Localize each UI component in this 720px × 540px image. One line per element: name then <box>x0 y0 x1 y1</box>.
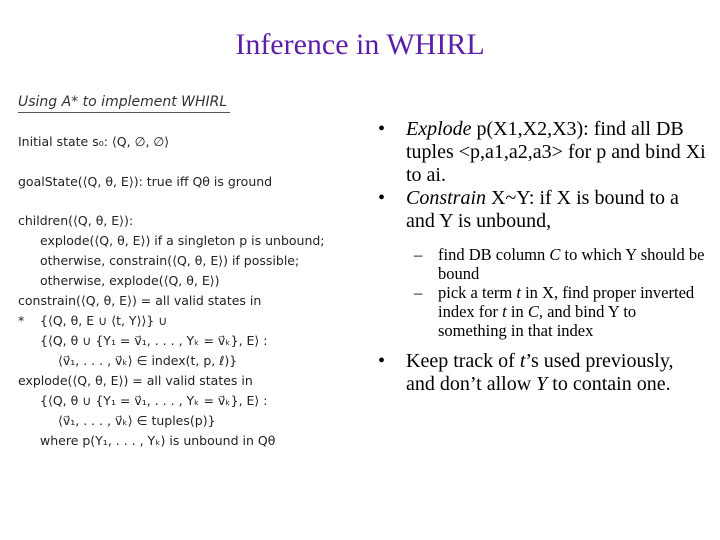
bullet-constrain-text: X~Y: if X is bound to a and Y is unbound, <box>406 187 679 232</box>
initial-state-line: Initial state s₀: ⟨Q, ∅, ∅⟩ <box>18 134 170 149</box>
constrain-def-line: constrain(⟨Q, θ, E⟩) = all valid states in <box>18 293 262 308</box>
children-constrain-line: otherwise, constrain(⟨Q, θ, E⟩) if possible; <box>40 253 300 268</box>
bullet-marker: • <box>378 350 386 372</box>
sub-bullet-marker: – <box>414 245 423 264</box>
explode-set-line-2: ⟨v⃗₁, . . . , v⃗ₖ⟩ ∈ tuples(p)} <box>58 413 216 428</box>
bullet-constrain <box>376 187 706 233</box>
sub-bullet-text: to which Y should be bound <box>438 245 705 283</box>
sub-bullet-em: C, <box>527 302 543 321</box>
bullet-marker: • <box>378 118 386 140</box>
star-marker: * <box>18 313 25 328</box>
children-explode-line: explode(⟨Q, θ, E⟩) if a singleton p is unbound; <box>40 233 325 248</box>
bullet-keep-track-text: to contain one. <box>547 373 671 395</box>
explode-where-line: where p(Y₁, . . . , Yₖ) is unbound in Qθ <box>40 433 276 448</box>
bullet-explode <box>376 118 706 187</box>
bullet-explode-term: Explode <box>406 118 472 140</box>
bullet-keep-track-text: ’s used previously, and don’t allow <box>406 350 674 395</box>
explode-set-line-1: {⟨Q, θ ∪ {Y₁ = v⃗₁, . . . , Yₖ = v⃗ₖ}, E⟩ : <box>40 393 268 408</box>
sub-bullet-text: find DB column <box>438 245 550 264</box>
sub-bullet-em: t <box>516 283 521 302</box>
sub-bullet-text: in X, find proper inverted index for <box>438 283 695 321</box>
sub-bullet-text: and bind Y to something in that index <box>438 302 637 340</box>
sub-bullet-find-column <box>376 245 706 283</box>
bullet-explode-text: p(X1,X2,X3): find all DB tuples <p,a1,a2,a3> for p and bind Xi to ai. <box>406 118 706 186</box>
bullet-keep-track <box>376 350 706 396</box>
constrain-set-line-1: {⟨Q, θ, E ∪ ⟨t, Y⟩⟩} ∪ <box>40 313 168 328</box>
sub-bullet-em: t <box>502 302 507 321</box>
sub-bullet-marker: – <box>414 283 423 302</box>
constrain-set-line-3: ⟨v⃗₁, . . . , v⃗ₖ⟩ ∈ index(t, p, ℓ)} <box>58 353 238 368</box>
algorithm-header: Using A* to implement WHIRL <box>18 94 230 113</box>
children-line: children(⟨Q, θ, E⟩): <box>18 213 134 228</box>
children-otherwise-line: otherwise, explode(⟨Q, θ, E⟩) <box>40 273 220 288</box>
bullet-keep-track-text: Keep track of <box>406 350 520 372</box>
explode-def-line: explode(⟨Q, θ, E⟩) = all valid states in <box>18 373 253 388</box>
sub-bullet-text: in <box>506 302 528 321</box>
slide-title: Inference in WHIRL <box>235 28 485 61</box>
goal-state-line: goalState(⟨Q, θ, E⟩): true iff Qθ is ground <box>18 174 273 189</box>
algorithm-panel <box>18 94 358 448</box>
bullet-keep-track-em: Y <box>536 373 548 395</box>
bullet-list <box>376 118 706 396</box>
bullet-constrain-term: Constrain <box>406 187 487 209</box>
bullet-marker: • <box>378 187 386 209</box>
constrain-set-line-2: {⟨Q, θ ∪ {Y₁ = v⃗₁, . . . , Yₖ = v⃗ₖ}, E⟩ : <box>40 333 268 348</box>
sub-bullet-em: C <box>549 245 561 264</box>
sub-bullet-text: pick a term <box>438 283 517 302</box>
bullet-keep-track-em: t <box>519 350 526 372</box>
sub-bullet-pick-term <box>376 283 706 340</box>
